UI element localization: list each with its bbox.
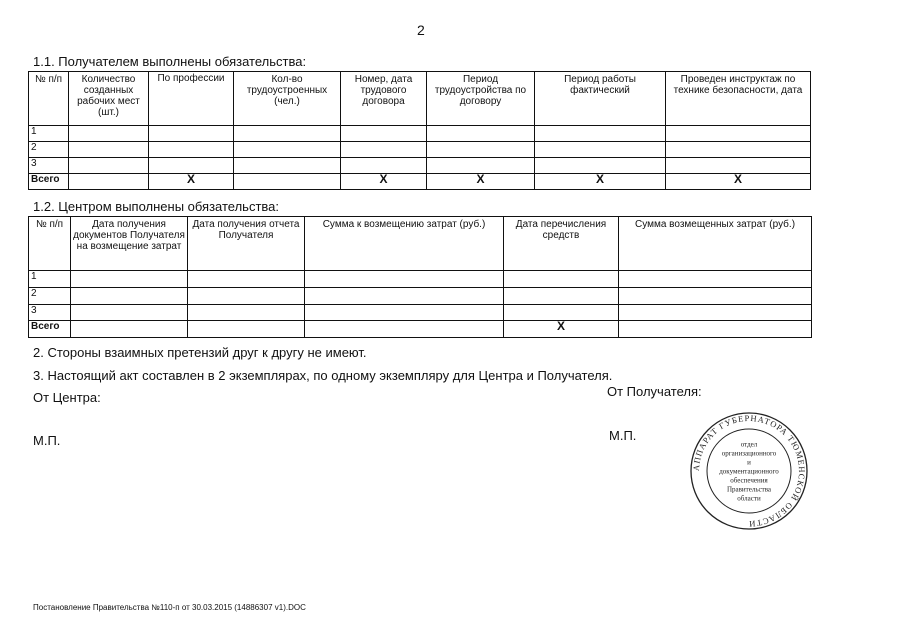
paragraph-2: 2. Стороны взаимных претензий друг к другу не имеют. — [33, 345, 367, 360]
total-row — [29, 174, 811, 190]
table-row — [29, 126, 811, 142]
row-number: 2 — [29, 142, 69, 158]
table-row — [29, 142, 811, 158]
cross-mark: Х — [535, 174, 666, 190]
table-header-row — [29, 217, 812, 271]
svg-text:обеспечения: обеспечения — [730, 476, 768, 485]
table-row — [29, 158, 811, 174]
cross-mark: Х — [427, 174, 535, 190]
section-1-1-title: 1.1. Получателем выполнены обязательства: — [33, 54, 307, 69]
row-number: 1 — [29, 271, 71, 288]
seal-place-right: М.П. — [609, 428, 637, 443]
center-obligations-table — [28, 216, 812, 338]
total-label: Всего — [29, 174, 69, 190]
header-cell: Дата получения отчета Получателя — [188, 217, 305, 271]
svg-text:области: области — [737, 494, 761, 503]
row-number: 3 — [29, 305, 71, 321]
page-number: 2 — [417, 22, 425, 38]
total-row — [29, 321, 812, 338]
svg-text:документационного: документационного — [719, 467, 779, 476]
header-cell: № п/п — [29, 217, 71, 271]
header-cell: По профессии — [149, 72, 234, 126]
svg-text:отдел: отдел — [740, 440, 758, 449]
section-1-2-title: 1.2. Центром выполнены обязательства: — [33, 199, 280, 214]
total-label: Всего — [29, 321, 71, 338]
header-cell: № п/п — [29, 72, 69, 126]
header-cell: Номер, дата трудового договора — [341, 72, 427, 126]
from-recipient-label: От Получателя: — [607, 384, 702, 399]
header-cell: Количество созданных рабочих мест (шт.) — [69, 72, 149, 126]
from-center-label: От Центра: — [33, 390, 101, 405]
cross-mark: Х — [341, 174, 427, 190]
header-cell: Период работы фактический — [535, 72, 666, 126]
cross-mark: Х — [666, 174, 811, 190]
table-row — [29, 305, 812, 321]
recipient-obligations-table — [28, 71, 811, 190]
header-cell: Период трудоустройства по договору — [427, 72, 535, 126]
header-cell: Кол-во трудоустроенных (чел.) — [234, 72, 341, 126]
table-row — [29, 288, 812, 305]
official-stamp — [688, 410, 810, 532]
svg-text:АППАРАТ ГУБЕРНАТОРА ТЮМЕНСКОЙ: АППАРАТ ГУБЕРНАТОРА ТЮМЕНСКОЙ ОБЛАСТИ — [690, 412, 808, 530]
svg-text:организационного: организационного — [721, 449, 777, 458]
footer-document-reference: Постановление Правительства №110-п от 30.03.2015 (14886307 v1).DOC — [33, 603, 306, 612]
cross-mark: Х — [149, 174, 234, 190]
header-cell: Сумма возмещенных затрат (руб.) — [619, 217, 812, 271]
header-cell: Сумма к возмещению затрат (руб.) — [305, 217, 504, 271]
row-number: 3 — [29, 158, 69, 174]
table-row — [29, 271, 812, 288]
table-header-row — [29, 72, 811, 126]
header-cell: Дата перечисления средств — [504, 217, 619, 271]
paragraph-3: 3. Настоящий акт составлен в 2 экземплярах, по одному экземпляру для Центра и Получателя. — [33, 368, 613, 383]
header-cell: Проведен инструктаж по технике безопасности, дата — [666, 72, 811, 126]
header-cell: Дата получения документов Получателя на возмещение затрат — [71, 217, 188, 271]
svg-text:и: и — [747, 458, 751, 467]
svg-text:Правительства: Правительства — [726, 485, 772, 494]
seal-place-left: М.П. — [33, 433, 61, 448]
row-number: 1 — [29, 126, 69, 142]
cross-mark: Х — [504, 321, 619, 338]
row-number: 2 — [29, 288, 71, 305]
